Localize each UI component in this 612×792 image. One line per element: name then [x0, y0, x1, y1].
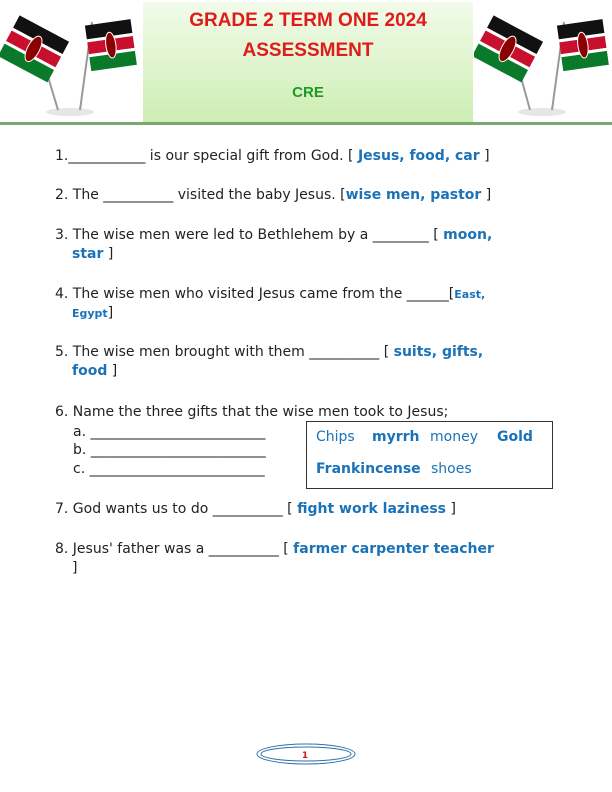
question-5-text: 5. The wise men brought with them __________ [	[55, 344, 394, 360]
answer-line-b[interactable]: b. _________________________	[73, 442, 266, 458]
question-4-close: ]	[107, 305, 114, 321]
question-3-options-b: star	[72, 246, 104, 262]
question-4-text: 4. The wise men who visited Jesus came from the ______[	[55, 286, 455, 302]
answer-line-a[interactable]: a. _________________________	[73, 424, 266, 440]
question-3-options-a: moon,	[443, 227, 493, 243]
question-5-close: ]	[107, 363, 118, 379]
title-line-1: GRADE 2 TERM ONE 2024	[189, 10, 427, 31]
gift-option-frankincense: Frankincense	[316, 461, 421, 477]
gift-options-box	[306, 421, 553, 489]
gift-option-money: money	[430, 429, 478, 445]
subject-label: CRE	[292, 84, 324, 101]
page-number: 1	[301, 751, 309, 761]
kenya-flags-right-icon	[474, 10, 612, 118]
question-2-options: wise men, pastor	[345, 187, 482, 203]
question-1	[55, 147, 555, 166]
question-8-close: ]	[72, 560, 78, 576]
question-5-options-b: food	[72, 363, 108, 379]
question-1-options: Jesus, food, car	[357, 148, 480, 164]
question-6: 6. Name the three gifts that the wise men took to Jesus;	[55, 404, 449, 420]
question-4-options-b: Egypt	[72, 307, 108, 320]
question-7-text: 7. God wants us to do __________ [	[55, 501, 298, 517]
question-7-close: ]	[446, 501, 456, 517]
answer-line-c[interactable]: c. _________________________	[73, 461, 265, 477]
question-3-text: 3. The wise men were led to Bethlehem by a ________ [	[55, 227, 444, 243]
question-2-close: ]	[481, 187, 492, 203]
question-7	[55, 500, 555, 519]
question-8-text: 8. Jesus' father was a __________ [	[55, 541, 294, 557]
question-4-options-a: East,	[454, 288, 486, 301]
question-3	[55, 226, 555, 264]
gift-option-gold: Gold	[497, 429, 533, 445]
header-divider	[0, 122, 612, 125]
gift-option-chips: Chips	[316, 429, 355, 445]
question-7-options: fight work laziness	[297, 501, 446, 517]
question-2	[55, 186, 555, 205]
question-1-number: 1.	[55, 148, 69, 164]
title-line-2: ASSESSMENT	[242, 40, 374, 61]
question-2-text: 2. The __________ visited the baby Jesus. [	[55, 187, 346, 203]
question-8	[55, 540, 555, 578]
gift-option-myrrh: myrrh	[372, 429, 420, 445]
question-1-blank: ___________	[68, 148, 146, 164]
question-3-close: ]	[103, 246, 114, 262]
question-5	[55, 343, 555, 381]
question-1-close: ]	[479, 148, 490, 164]
question-1-text: is our special gift from God. [	[145, 148, 358, 164]
question-5-options-a: suits, gifts,	[393, 344, 484, 360]
kenya-flags-left-icon	[0, 10, 140, 118]
question-4	[55, 285, 555, 323]
header	[0, 0, 612, 124]
question-8-options: farmer carpenter teacher	[293, 541, 494, 557]
gift-option-shoes: shoes	[431, 461, 472, 477]
